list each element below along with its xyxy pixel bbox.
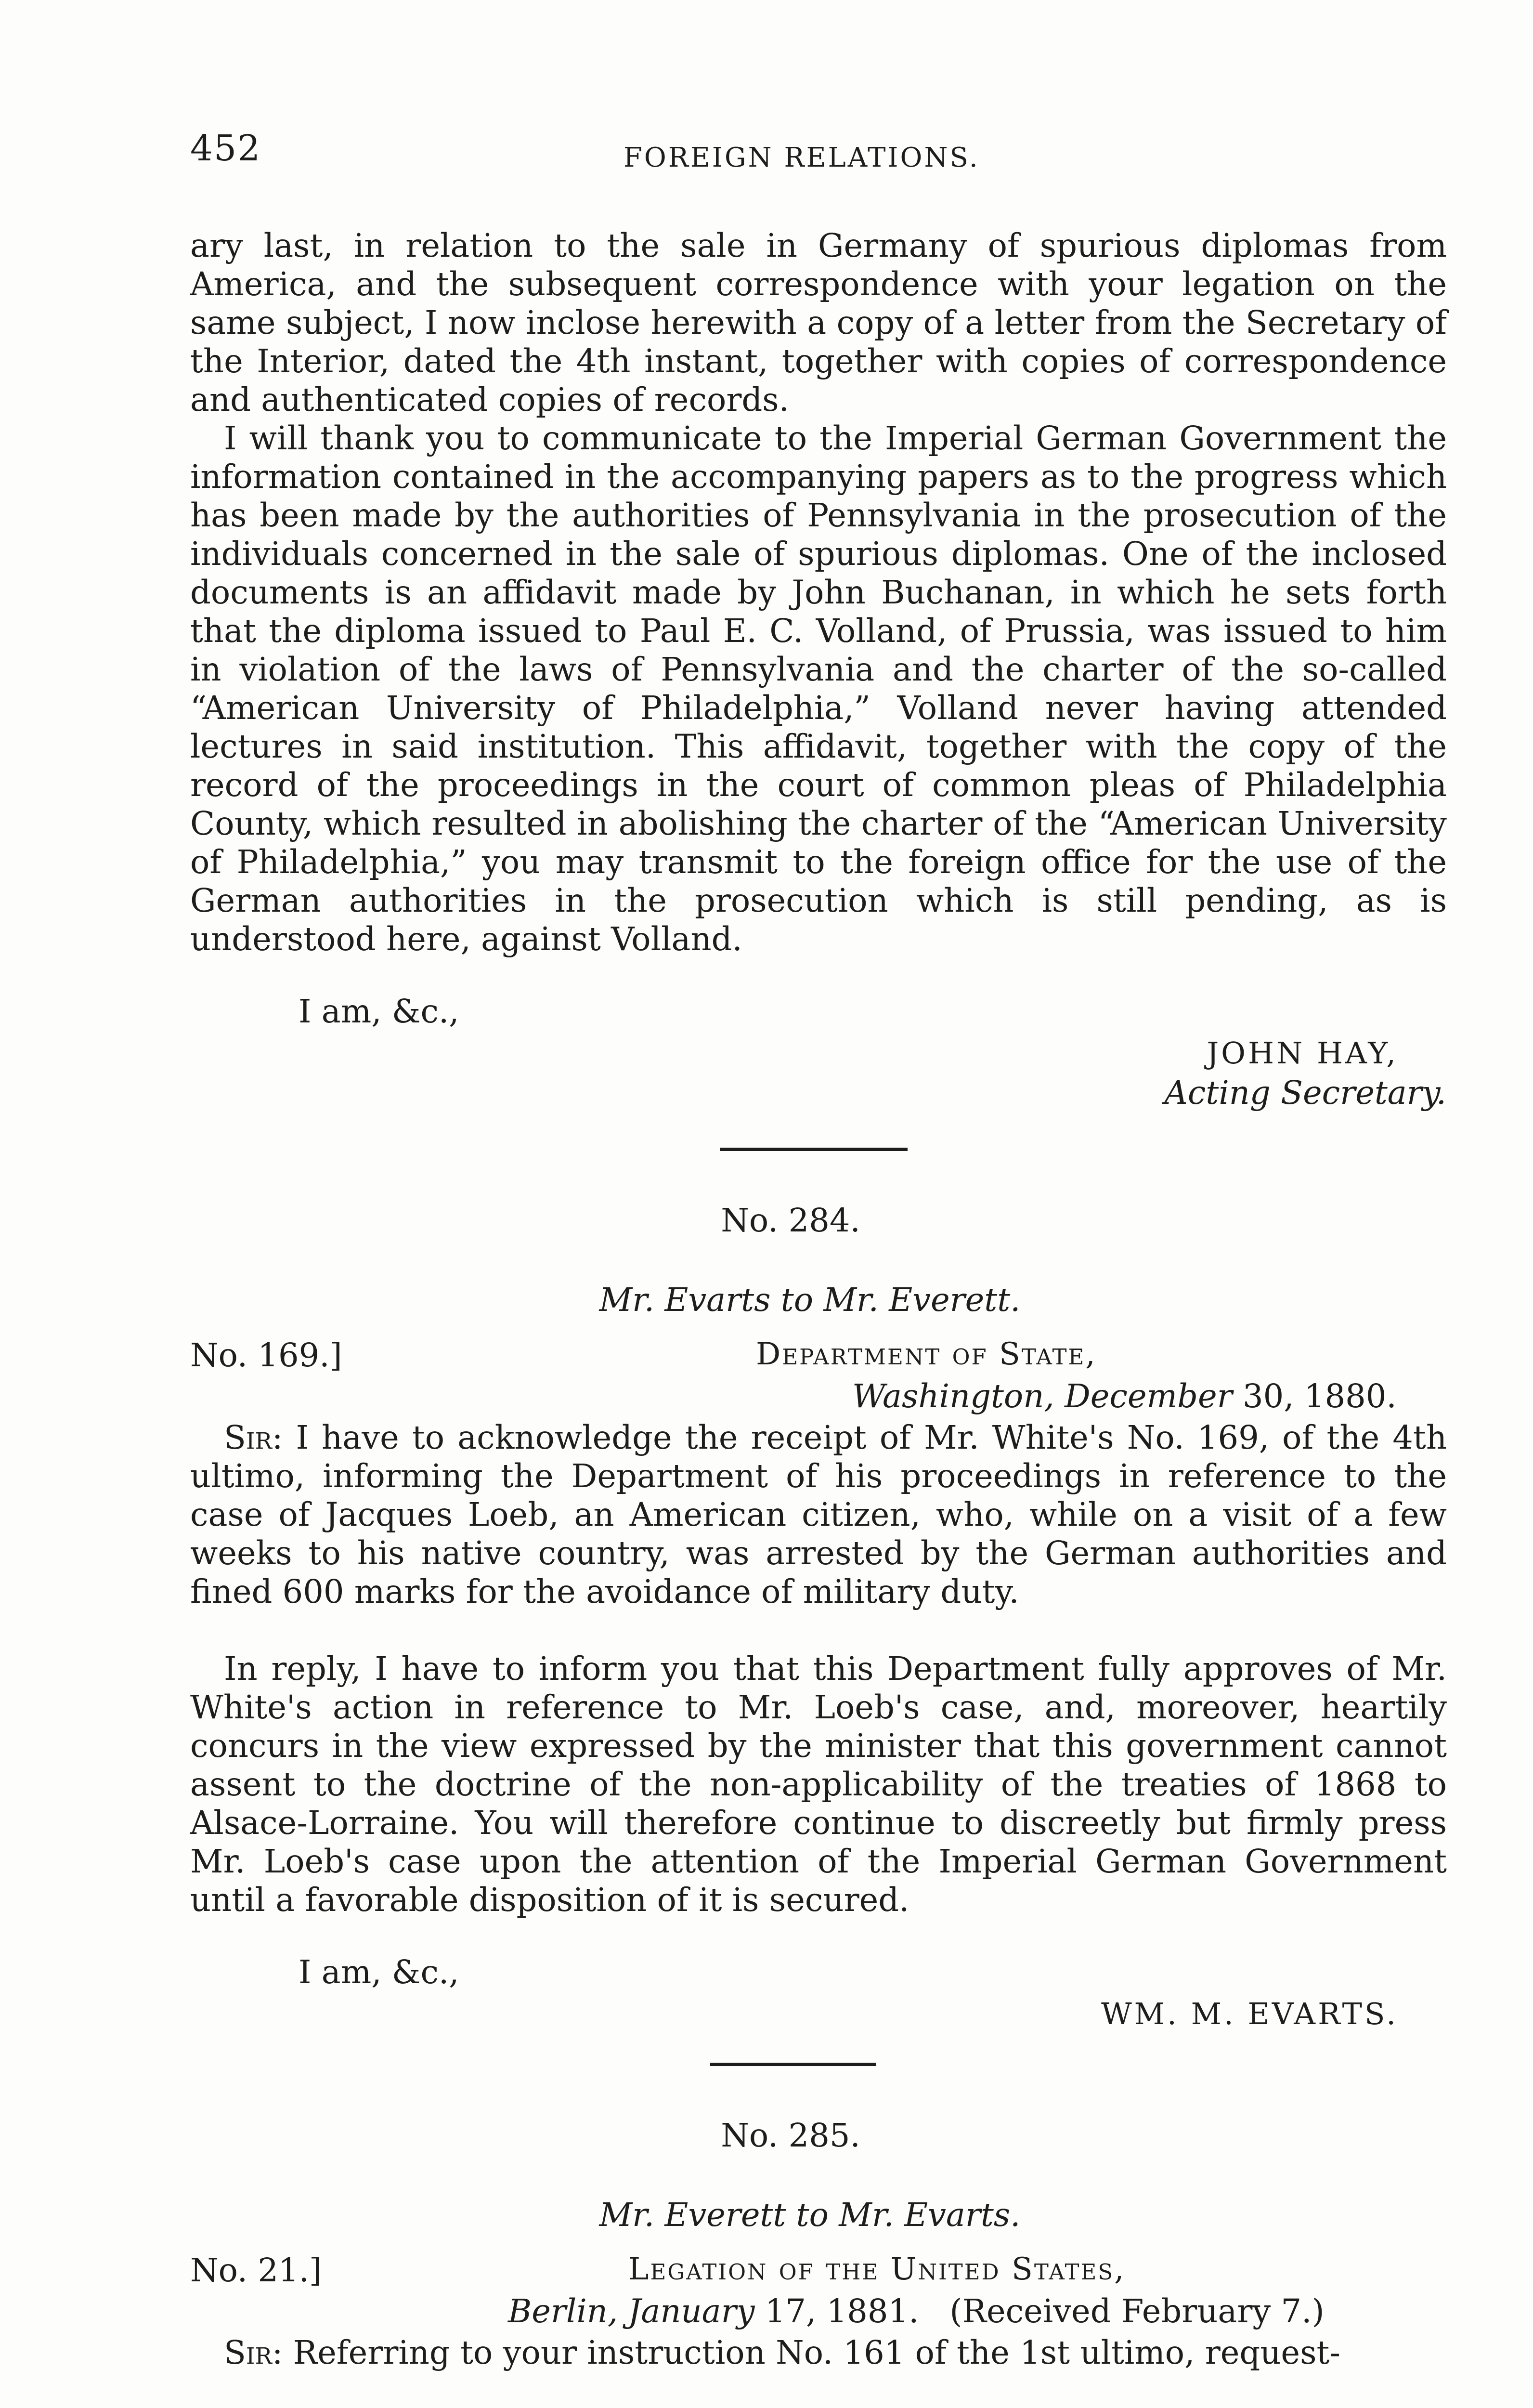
doc-284-paragraph-1-text: I have to acknowledge the receipt of Mr. White's No. 169, of the 4th ultimo, informing the Department of his proceedings in reference to the case of Jacques Loeb, an American citizen, who, while on a visit of a few weeks to his native country, was arrested by the German authorities and fined 600 marks for the avoidance of military duty. [190,1419,1447,1610]
doc-284-paragraph-2: In reply, I have to inform you that this Department fully approves of Mr. White's action in reference to Mr. Loeb's case, and, moreover, heartily concurs in the view expressed by the minister that this government cannot assent to the doctrine of the non-applicability of the treaties of 1868 to Alsace-Lorraine. You will therefore continue to discreetly but firmly press Mr. Loeb's case upon the attention of the Imperial German Government until a favorable disposition of it is secured. [190,1650,1447,1919]
doc-284-ref: No. 169.] [190,1336,342,1374]
doc-284-heading: Mr. Evarts to Mr. Everett. [599,1281,1021,1319]
continued-paragraph-1: ary last, in relation to the sale in Germany of spurious diplomas from America, and the subsequent correspondence with your legation on the same subject, I now inclose herewith a copy of a letter from the Secretary of the Interior, dated the 4th instant, together with copies of correspondence and authenticated copies of records. [190,227,1447,419]
doc-285-ref: No. 21.] [190,2251,322,2289]
doc-285-heading: Mr. Everett to Mr. Evarts. [599,2196,1021,2234]
doc-284-place-date [852,1377,1397,1415]
doc-285-received: (Received February 7.) [949,2292,1325,2330]
doc-284-number: No. 284. [721,1202,860,1239]
page-header [190,128,1447,185]
closing-1: I am, &c., [299,993,459,1030]
doc-284-office: Department of State, [756,1336,1097,1372]
doc-285-paragraph-1-text: Referring to your instruction No. 161 of the 1st ultimo, request- [293,2334,1341,2371]
page-number: 452 [190,128,261,169]
signature-title: Acting Secretary. [1164,1074,1446,1112]
continued-paragraph-2: I will thank you to communicate to the Imperial German Government the information contained in the accompanying papers as to the progress which has been made by the authorities of Pennsylvania in the prosecution of the individuals concerned in the sale of spurious diplomas. One of the inclosed documents is an affidavit made by John Buchanan, in which he sets forth that the diploma issued to Paul E. C. Volland, of Prussia, was issued to him in violation of the laws of Pennsylvania and the charter of the so-called “American University of Philadelphia,” Volland never having attended lectures in said institution. This affidavit, together with the copy of the record of the proceedings in the court of common pleas of Philadelphia County, which resulted in abolishing the charter of the “American University of Philadelphia,” you may transmit to the foreign office for the use of the German authorities in the prosecution which is still pending, as is understood here, against Volland. [190,419,1447,958]
doc-284-place: Washington, [852,1377,1054,1415]
doc-284-salutation: Sir: [224,1419,283,1456]
section-divider-2 [710,2063,876,2066]
doc-285-salutation: Sir: [224,2334,283,2371]
doc-284-closing: I am, &c., [299,1953,459,1991]
doc-284-date: 30, 1880. [1242,1377,1397,1415]
running-head: FOREIGN RELATIONS. [624,142,980,173]
doc-284-month: December [1065,1377,1233,1415]
doc-285-paragraph-1 [190,2333,1447,2372]
doc-285-office: Legation of the United States, [628,2251,1126,2287]
doc-285-date: 17, 1881. [765,2292,919,2330]
doc-285-place-date [508,2292,1325,2330]
doc-285-number: No. 285. [721,2117,860,2154]
section-divider-1 [720,1148,908,1151]
signature-john-hay: JOHN HAY, [1207,1035,1398,1071]
doc-284-signature: WM. M. EVARTS. [1101,1996,1398,2031]
doc-285-month: January [628,2292,755,2330]
doc-284-paragraph-1 [190,1418,1447,1611]
doc-285-place: Berlin, [508,2292,618,2330]
